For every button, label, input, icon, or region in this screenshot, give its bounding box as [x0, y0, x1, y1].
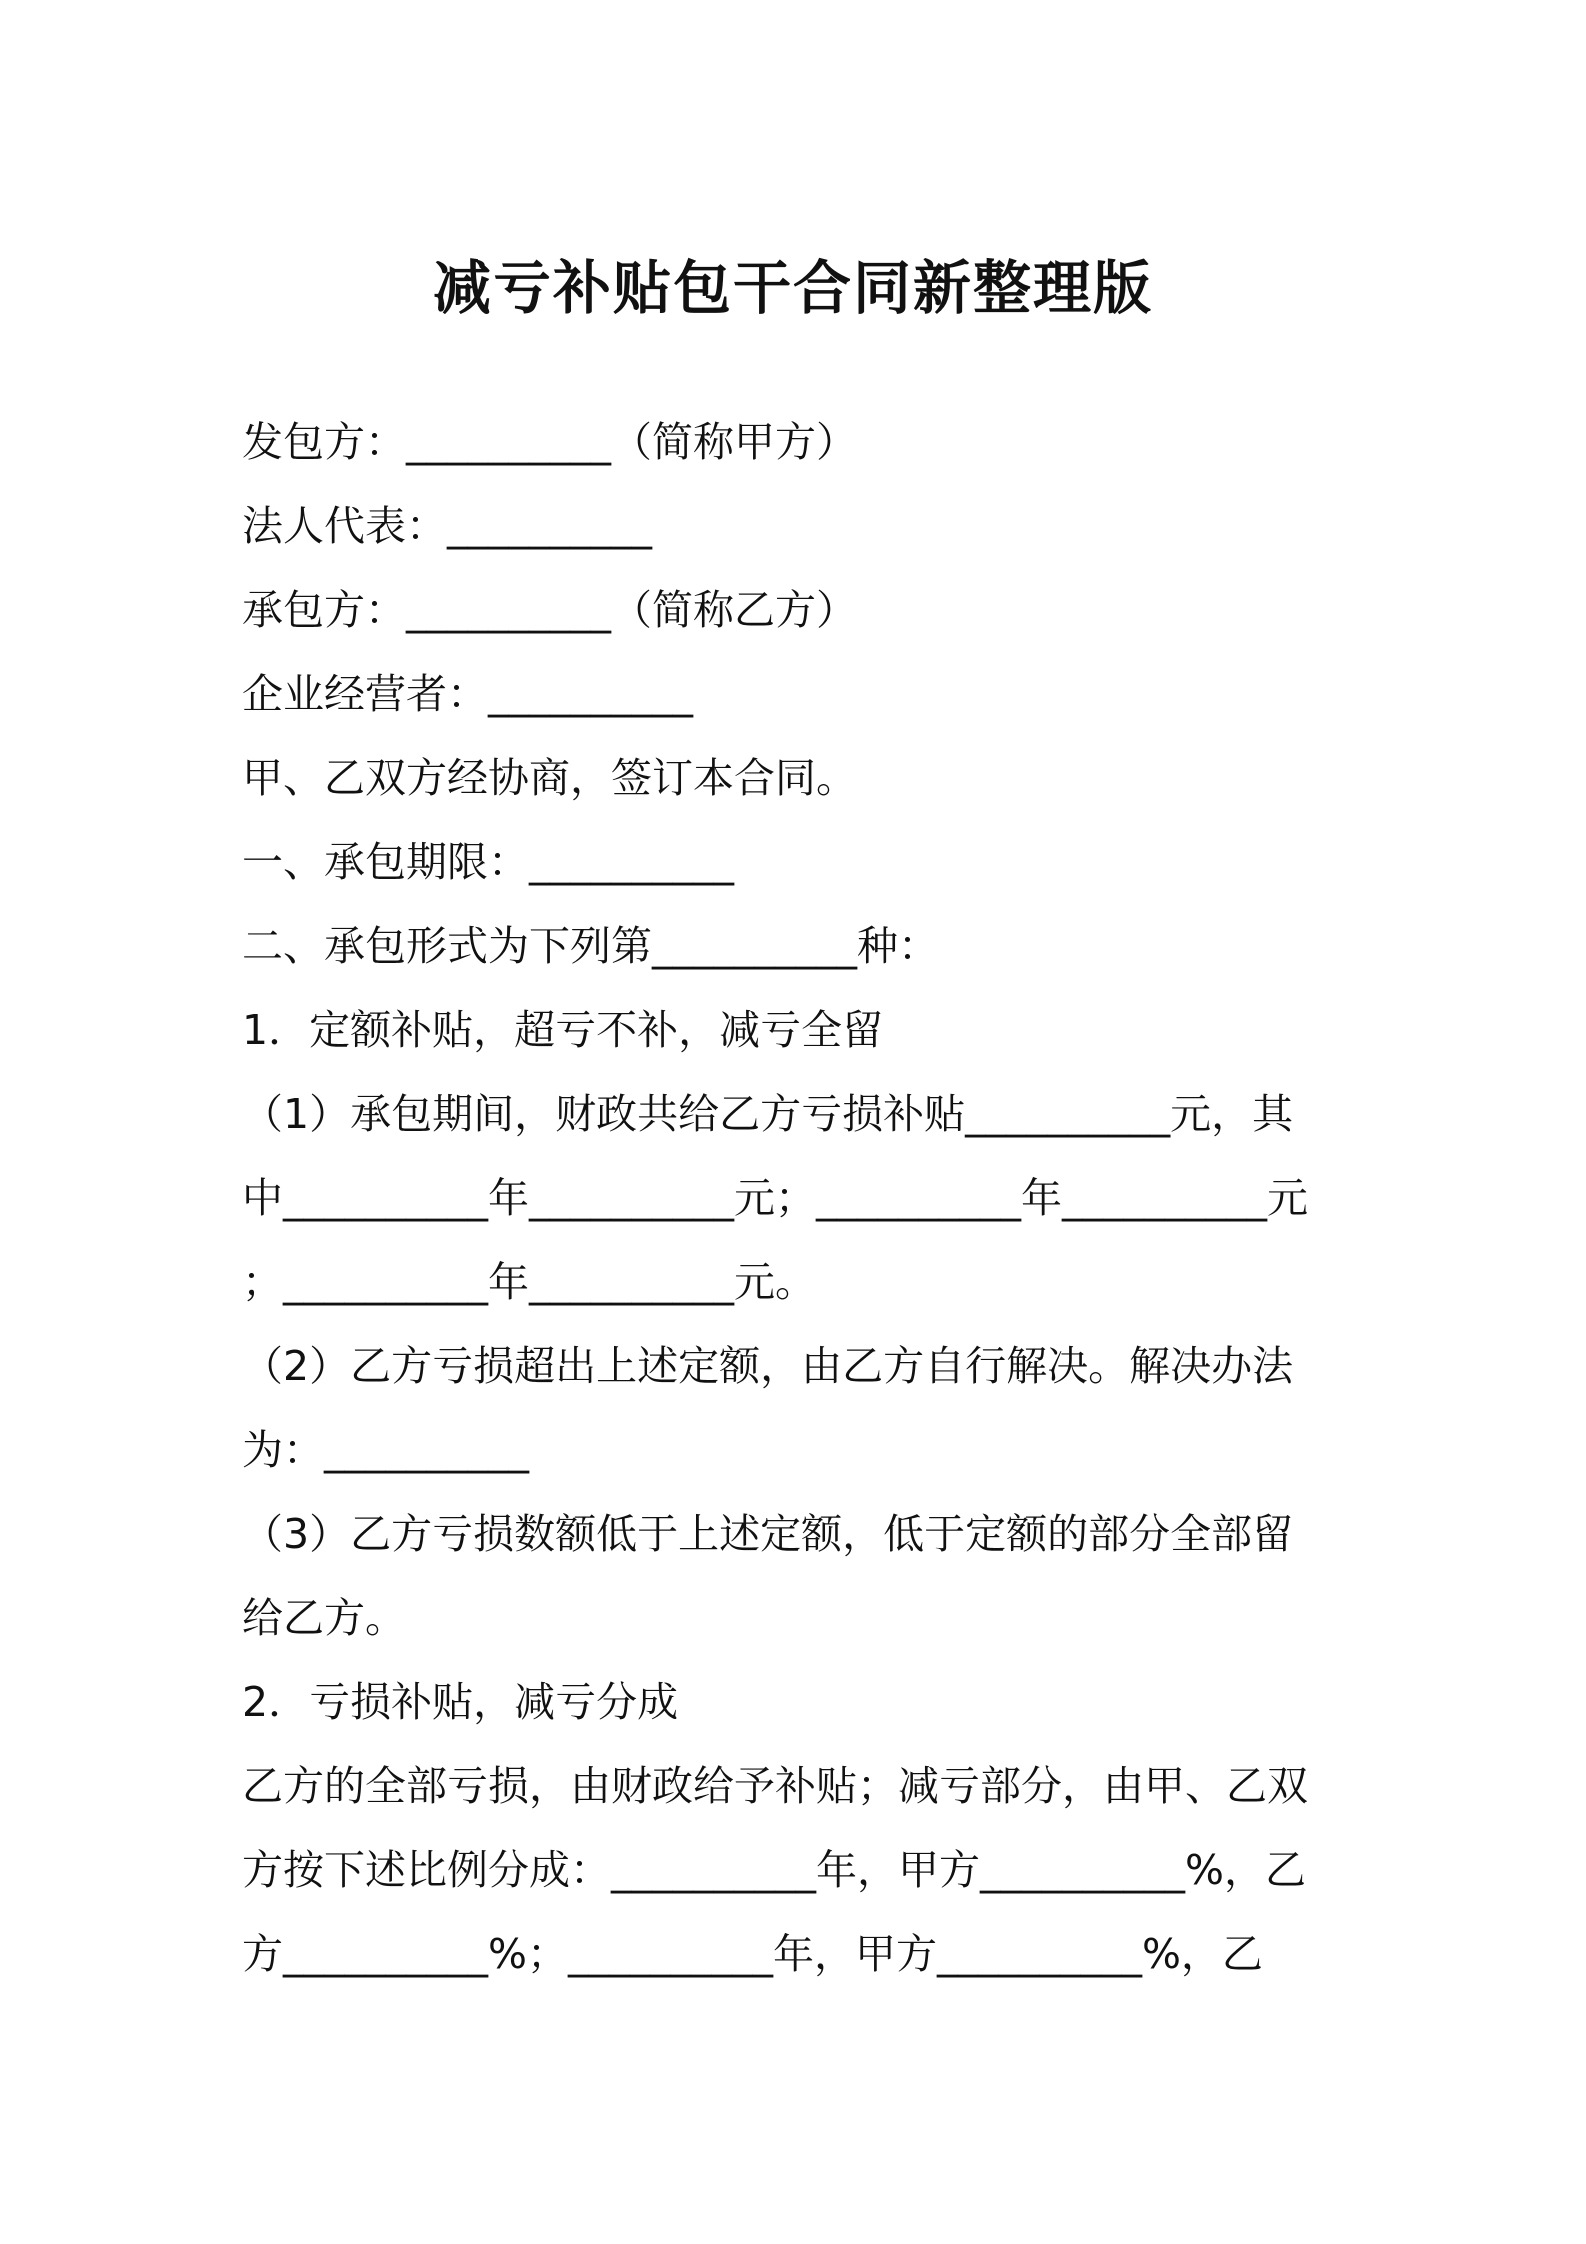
section-2-line-1: 乙方的全部亏损，由财政给予补贴；减亏部分，由甲、乙双: [242, 1762, 1308, 1810]
party-a-line: 发包方：__________（简称甲方）: [242, 418, 857, 466]
legal-representative-line: 法人代表：__________: [242, 502, 652, 550]
enterprise-operator-line: 企业经营者：__________: [242, 670, 693, 718]
section-1-heading: 1．定额补贴，超亏不补，减亏全留: [242, 1006, 884, 1054]
clause-3-line-2: 给乙方。: [242, 1594, 406, 1642]
section-2-line-2: 方按下述比例分成：__________年，甲方__________%，乙: [242, 1846, 1306, 1894]
document-body: [242, 400, 1352, 1996]
clause-3-line-1: （3）乙方亏损数额低于上述定额，低于定额的部分全部留: [242, 1510, 1294, 1558]
clause-1-line-1: （1）承包期间，财政共给乙方亏损补贴__________元，其: [242, 1090, 1294, 1138]
contract-term-line: 一、承包期限：__________: [242, 838, 734, 886]
contract-form-line: 二、承包形式为下列第__________种：: [242, 922, 939, 970]
section-2-line-3: 方__________%；__________年，甲方__________%，乙: [242, 1930, 1263, 1978]
clause-1-line-2: 中__________年__________元；__________年__________元: [242, 1174, 1308, 1222]
clause-1-line-3: ；__________年__________元。: [242, 1258, 816, 1306]
clause-2-line-1: （2）乙方亏损超出上述定额，由乙方自行解决。解决办法: [242, 1342, 1294, 1390]
document-title: 减亏补贴包干合同新整理版: [432, 254, 1153, 322]
agreement-statement-line: 甲、乙双方经协商，签订本合同。: [242, 754, 857, 802]
party-b-line: 承包方：__________（简称乙方）: [242, 586, 857, 634]
section-2-heading: 2．亏损补贴，减亏分成: [242, 1678, 679, 1726]
clause-2-line-2: 为：__________: [242, 1426, 529, 1474]
